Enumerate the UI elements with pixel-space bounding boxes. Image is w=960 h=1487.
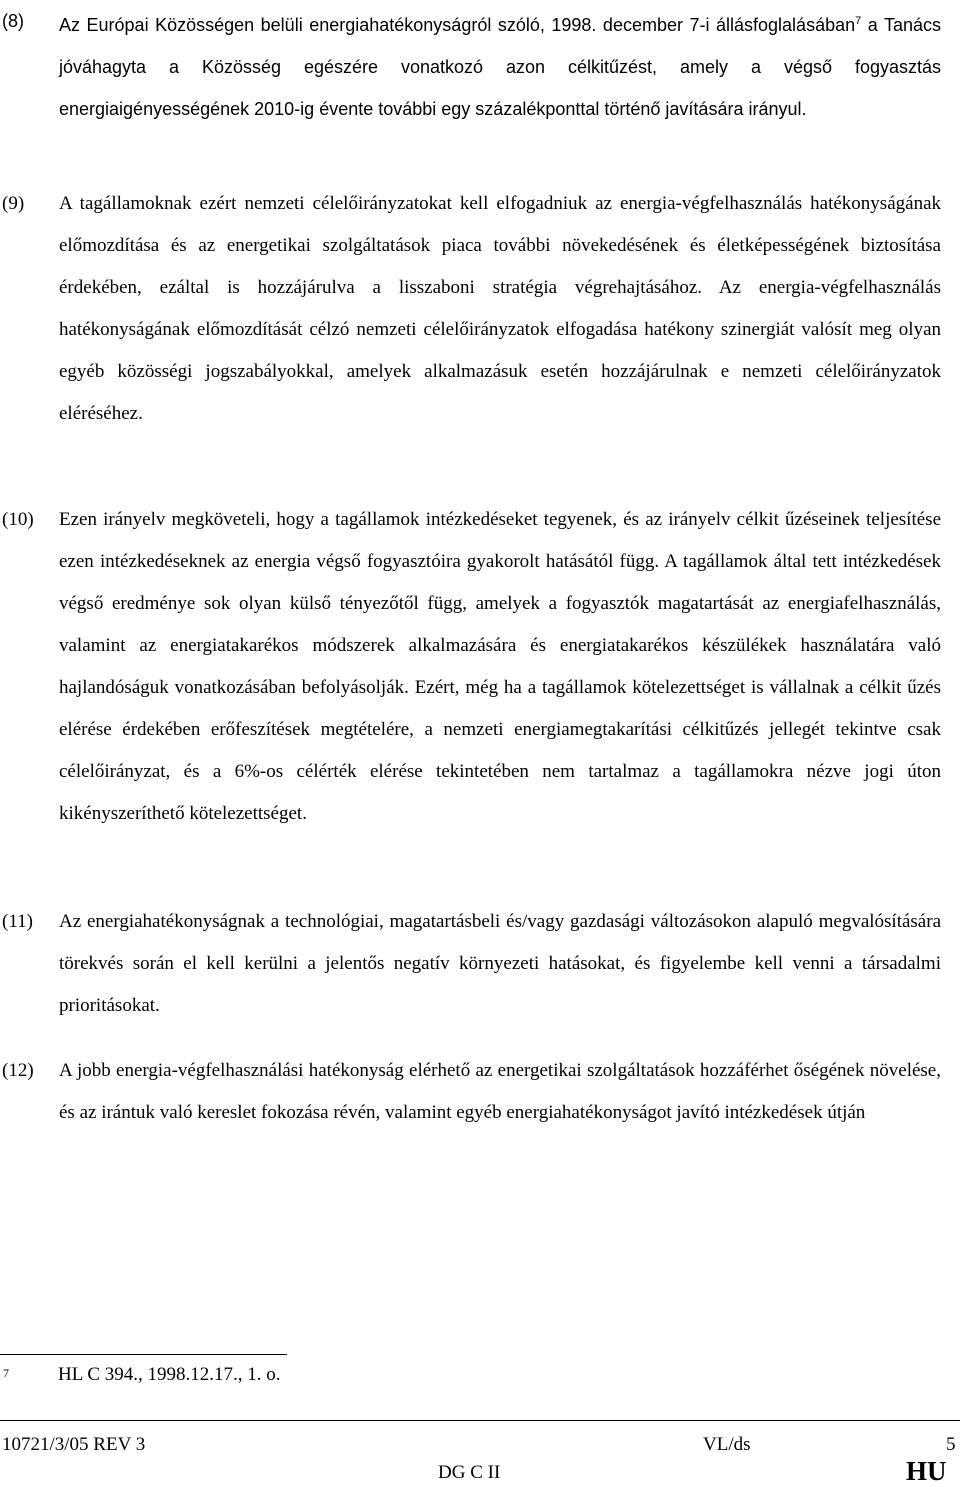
footer-document-number: 10721/3/05 REV 3	[2, 1434, 146, 1455]
paragraph-number: (8)	[2, 11, 24, 31]
footer-language-code: HU	[906, 1456, 947, 1486]
footer-separator	[0, 1420, 960, 1421]
footnote-text: HL C 394., 1998.12.17., 1. o.	[58, 1364, 281, 1385]
paragraph-number: (9)	[2, 193, 25, 214]
paragraph-text-end: a Tanács jóváhagyta a Közösség egészére vonatkozó azon célkitűzést, amely a végső fogyasztás energiaigényességének 2010-ig évente további egy százalékponttal történő javítására irányul.	[59, 15, 941, 119]
paragraph-number: (11)	[2, 911, 33, 932]
footnote-separator	[0, 1354, 287, 1355]
paragraph-text-start: Az Európai Közösségen belüli energiahatékonyságról szóló, 1998. december 7-i állásfoglalásában	[59, 15, 856, 35]
paragraph-text: Ezen irányelv megköveteli, hogy a tagállamok intézkedéseket tegyenek, és az irányelv célkit űzéseinek teljesítése ezen intézkedéseknek az energia végső fogyasztóira gyakorolt hatásától függ. A tagállamok által tett intézkedések végső eredménye sok olyan külső tényezőtől függ, amelyek a fogyasztók magatartását az energiafelhasználás, valamint az energiatakarékos módszerek alkalmazására és energiatakarékos készülékek használatára való hajlandóságuk vonatkozásában befolyásolják. Ezért, még ha a tagállamok kötelezettséget is vállalnak a célkit űzés elérése érdekében erőfeszítések megtételére, a nemzeti energiamegtakarítási célkitűzés jellegét tekintve csak célelőirányzat, és a 6%-os célérték elérése tekintetében nem tartalmaz a tagállamokra nézve jogi úton kikényszeríthető kötelezettséget.	[59, 509, 941, 824]
paragraph-number: (12)	[2, 1060, 34, 1081]
paragraph-number: (10)	[2, 509, 34, 530]
footer-page-number: 5	[946, 1434, 956, 1455]
footer-reference: VL/ds	[703, 1434, 751, 1455]
paragraph-text: Az energiahatékonyságnak a technológiai, magatartásbeli és/vagy gazdasági változásokon alapuló megvalósítására törekvés során el kell kerülni a jelentős negatív környezeti hatásokat, és figyelembe kell venni a társadalmi prioritásokat.	[59, 911, 941, 1016]
paragraph-text	[59, 0, 941, 130]
paragraph-text: A tagállamoknak ezért nemzeti célelőirányzatokat kell elfogadniuk az energia-végfelhasználás hatékonyságának előmozdítása és az energetikai szolgáltatások piaca további növekedésének és életképességének biztosítása érdekében, ezáltal is hozzájárulva a lisszaboni stratégia végrehajtásához. Az energia-végfelhasználás hatékonyságának előmozdítását célzó nemzeti célelőirányzatok elfogadása hatékony szinergiát valósít meg olyan egyéb közösségi jogszabályokkal, amelyek alkalmazásuk esetén hozzájárulnak e nemzeti célelőirányzatok eléréséhez.	[59, 193, 941, 424]
paragraph-text: A jobb energia-végfelhasználási hatékonyság elérhető az energetikai szolgáltatások hozzáférhet őségének növelése, és az irántuk való kereslet fokozása révén, valamint egyéb energiahatékonyságot javító intézkedések útján	[59, 1060, 941, 1123]
footnote-reference[interactable]: 7	[855, 15, 862, 27]
footnote-mark: 7	[3, 1366, 9, 1380]
footer-directorate: DG C II	[438, 1462, 501, 1483]
